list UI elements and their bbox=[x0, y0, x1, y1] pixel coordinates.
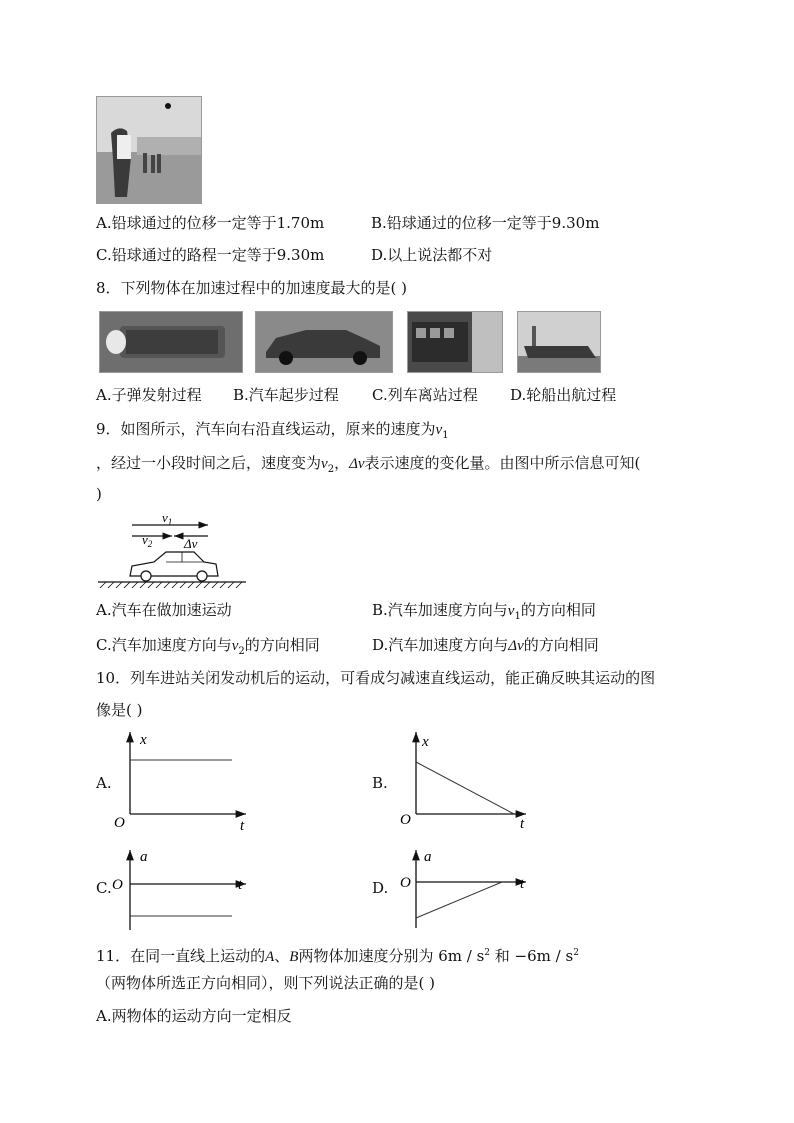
q8-stem: 8．下列物体在加速过程中的加速度最大的是( ) bbox=[96, 279, 408, 297]
q11-line-2: （两物体所选正方向相同），则下列说法正确的是( ) bbox=[96, 974, 435, 992]
q11-object-b: B bbox=[289, 949, 299, 965]
q8-option-b: B.汽车起步过程 bbox=[233, 386, 339, 404]
q9-line-2-c: 表示速度的变化量。由图中所示信息可知( bbox=[364, 454, 641, 472]
fig-label-dv: Δv bbox=[184, 536, 198, 551]
q10-line-2: 像是( ) bbox=[96, 701, 143, 719]
fig-label-v1: $v_1$ bbox=[162, 510, 173, 527]
bullet-illustration bbox=[100, 312, 242, 372]
graph-c-axis-a: a bbox=[140, 849, 148, 865]
train-photo bbox=[407, 311, 503, 373]
car-illustration bbox=[256, 312, 392, 372]
q9-option-b-sub: 1 bbox=[514, 611, 521, 622]
graph-b-origin: O bbox=[400, 812, 411, 828]
q9-option-c-v: v bbox=[231, 638, 239, 654]
graph-c-axis-t: t bbox=[238, 877, 243, 893]
q9-line-1-text: 9．如图所示，汽车向右沿直线运动，原来的速度为 bbox=[96, 420, 436, 438]
graph-c bbox=[108, 846, 258, 932]
q8-option-d: D.轮船出航过程 bbox=[510, 386, 617, 404]
graph-d-axis-t: t bbox=[520, 876, 525, 892]
ship-photo bbox=[517, 311, 601, 373]
q11-exp-1: 2 bbox=[484, 948, 491, 958]
q7-option-a: A.铅球通过的位移一定等于1.70m bbox=[96, 214, 325, 232]
bullet-photo bbox=[99, 311, 243, 373]
car-photo bbox=[255, 311, 393, 373]
fig-label-v2: $v_2$ bbox=[142, 532, 153, 549]
graph-d-origin: O bbox=[400, 875, 411, 891]
q9-line-2-b: ， bbox=[334, 454, 350, 472]
car-body bbox=[130, 552, 218, 581]
q11-sep: 、 bbox=[274, 947, 290, 965]
q9-option-c-sub: 2 bbox=[238, 646, 245, 657]
graph-a-origin: O bbox=[114, 815, 125, 831]
q11-line-1 bbox=[96, 943, 579, 967]
q8-option-a: A.子弹发射过程 bbox=[96, 386, 202, 404]
graph-b-axis-x: x bbox=[422, 734, 429, 750]
q7-option-c: C.铅球通过的路程一定等于9.30m bbox=[96, 246, 325, 264]
q7-option-d: D.以上说法都不对 bbox=[371, 246, 493, 264]
q9-line-2 bbox=[96, 453, 640, 480]
q9-option-a: A.汽车在做加速运动 bbox=[96, 601, 232, 619]
q9-line-1 bbox=[96, 419, 449, 446]
q11-accel-a: 两物体加速度分别为 6m / s bbox=[298, 947, 485, 965]
graph-b bbox=[396, 728, 536, 832]
q11-option-a: A.两物体的运动方向一定相反 bbox=[96, 1007, 292, 1025]
graph-d-line bbox=[416, 882, 502, 918]
q9-option-d-dv: Δv bbox=[508, 638, 524, 654]
graph-a-axis-x: x bbox=[140, 732, 147, 748]
ground-hatch bbox=[100, 582, 242, 588]
q9-line-2-a: ，经过一小段时间之后，速度变为 bbox=[96, 454, 322, 472]
graph-a-axis-t: t bbox=[240, 818, 245, 832]
shot-put-illustration bbox=[97, 97, 201, 203]
q9-v: v bbox=[435, 422, 443, 438]
q9-option-b-v: v bbox=[507, 603, 515, 619]
q9-option-b bbox=[372, 600, 596, 627]
q9-option-d-post: 的方向相同 bbox=[523, 636, 599, 654]
q9-v: v bbox=[321, 456, 328, 472]
graph-c-label: C. bbox=[96, 879, 112, 897]
graph-b-label: B. bbox=[372, 774, 388, 792]
q8-option-c: C.列车离站过程 bbox=[372, 386, 478, 404]
graph-c-origin: O bbox=[112, 877, 123, 893]
q9-option-d bbox=[372, 635, 599, 656]
q11-line-1-pre: 11．在同一直线上运动的 bbox=[96, 947, 266, 965]
train-illustration bbox=[408, 312, 502, 372]
graph-a bbox=[110, 728, 260, 832]
q10-line-1: 10．列车进站关闭发动机后的运动，可看成匀减速直线运动，能正确反映其运动的图 bbox=[96, 669, 656, 687]
q9-option-c bbox=[96, 635, 320, 662]
q7-option-b: B.铅球通过的位移一定等于9.30m bbox=[371, 214, 600, 232]
q9-car-figure bbox=[96, 506, 248, 588]
q11-accel-b: 和 −6m / s bbox=[490, 947, 574, 965]
graph-b-axis-t: t bbox=[520, 816, 525, 832]
q9-dv: Δv bbox=[349, 456, 365, 472]
q9-option-d-pre: D.汽车加速度方向与 bbox=[372, 636, 509, 654]
q11-object-a: A bbox=[265, 949, 275, 965]
q11-exp-2: 2 bbox=[573, 948, 579, 958]
q9-line-3: ) bbox=[96, 485, 102, 503]
q9-option-c-post: 的方向相同 bbox=[244, 636, 320, 654]
q9-option-c-pre: C.汽车加速度方向与 bbox=[96, 636, 232, 654]
q9-sub-1: 1 bbox=[442, 430, 449, 441]
graph-d-axis-a: a bbox=[424, 849, 432, 865]
shot-put-photo bbox=[96, 96, 202, 204]
graph-a-label: A. bbox=[96, 774, 112, 792]
graph-b-line bbox=[416, 762, 514, 814]
graph-d-label: D. bbox=[372, 879, 389, 897]
graph-d bbox=[396, 846, 536, 932]
q9-option-b-pre: B.汽车加速度方向与 bbox=[372, 601, 508, 619]
q9-sub-2: 2 bbox=[327, 464, 335, 475]
ship-illustration bbox=[518, 312, 600, 372]
q9-option-b-post: 的方向相同 bbox=[520, 601, 596, 619]
